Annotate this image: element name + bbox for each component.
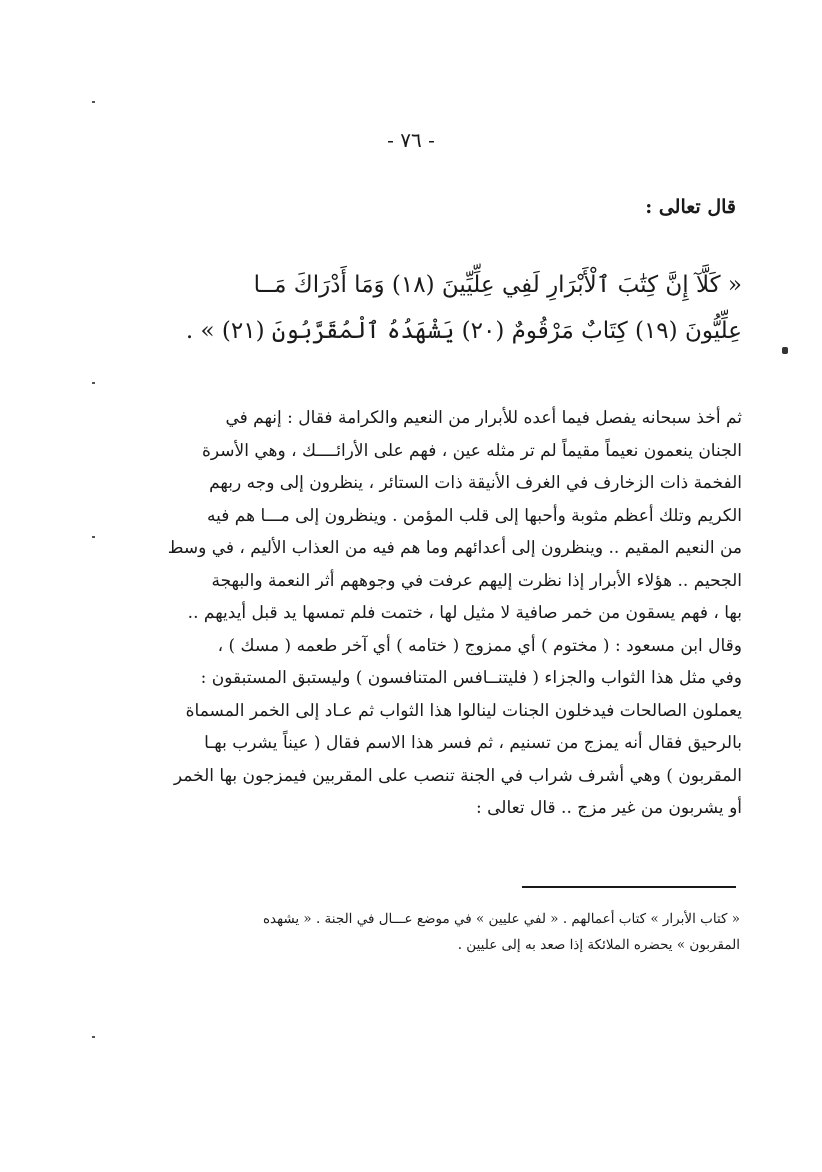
quran-line: عِلِّيُّونَ (١٩) كِتَابٌ مَرْقُومٌ (٢٠) يَشْهَدُهُ ٱلْمُقَرَّبُونَ (٢١) » . [185, 318, 742, 344]
paragraph-line: المقربون ) وهي أشرف شراب في الجنة تنصب على المقربين فيمزجون بها الخمر [173, 765, 742, 786]
paragraph-line: الجنان ينعمون نعيماً مقيماً لم تر مثله عين ، فهم على الأرائــــك ، وهي الأسرة [201, 440, 742, 461]
commentary-paragraph [82, 402, 742, 825]
quran-line: « كَلَّآ إِنَّ كِتَٰبَ ٱلْأَبْرَارِ لَفِي عِلِّيِّينَ (١٨) وَمَا أَدْرَاكَ مَــا [253, 272, 742, 298]
page-number: - ٧٦ - [387, 128, 435, 152]
footnote [70, 906, 740, 958]
intro-heading: قال تعالى : [645, 196, 736, 218]
footnote-line: « كتاب الأبرار » كتاب أعمالهم . « لفي عليين » في موضع عـــال في الجنة . « يشهده [262, 911, 740, 927]
scan-mark [92, 1036, 95, 1038]
paragraph-line: وقال ابن مسعود : ( مختوم ) أي ممزوج ( ختامه ) أي آخر طعمه ( مسك ) ، [217, 635, 742, 656]
paragraph-line: بها ، فهم يسقون من خمر صافية لا مثيل لها ، ختمت فلم تمسها يد قبل أيديهم .. [187, 603, 742, 623]
paragraph-line: يعملون الصالحات فيدخلون الجنات لينالوا هذا الثواب ثم عـاد إلى الخمر المسماة [185, 700, 742, 721]
paragraph-line: من النعيم المقيم .. وينظرون إلى أعدائهم وما هم فيه من العذاب الأليم ، في وسط [167, 538, 742, 558]
ink-speck [782, 347, 788, 354]
paragraph-line: الكريم وتلك أعظم مثوبة وأحبها إلى قلب المؤمن . وينظرون إلى مـــا هم فيه [207, 505, 742, 526]
scan-mark [92, 101, 95, 103]
footnote-line: المقربون » يحضره الملائكة إذا صعد به إلى عليين . [457, 937, 740, 953]
quran-verse [160, 262, 742, 354]
paragraph-line: بالرحيق فقال أنه يمزج من تسنيم ، ثم فسر هذا الاسم فقال ( عيناً يشرب بهـا [204, 733, 742, 753]
scan-mark [92, 382, 95, 384]
paragraph-line: الفخمة ذات الزخارف في الغرف الأنيقة ذات الستائر ، ينظرون إلى وجه ربهم [209, 473, 742, 493]
paragraph-line: وفي مثل هذا الثواب والجزاء ( فليتنــافس المتنافسون ) وليستبق المستبقون : [200, 668, 742, 688]
footnote-divider [522, 886, 736, 888]
paragraph-line: ثم أخذ سبحانه يفصل فيما أعده للأبرار من النعيم والكرامة فقال : إنهم في [225, 408, 742, 428]
paragraph-line: أو يشربون من غير مزج .. قال تعالى : [476, 798, 742, 818]
paragraph-line: الجحيم .. هؤلاء الأبرار إذا نظرت إليهم عرفت في وجوههم أثر النعمة والبهجة [211, 570, 742, 591]
